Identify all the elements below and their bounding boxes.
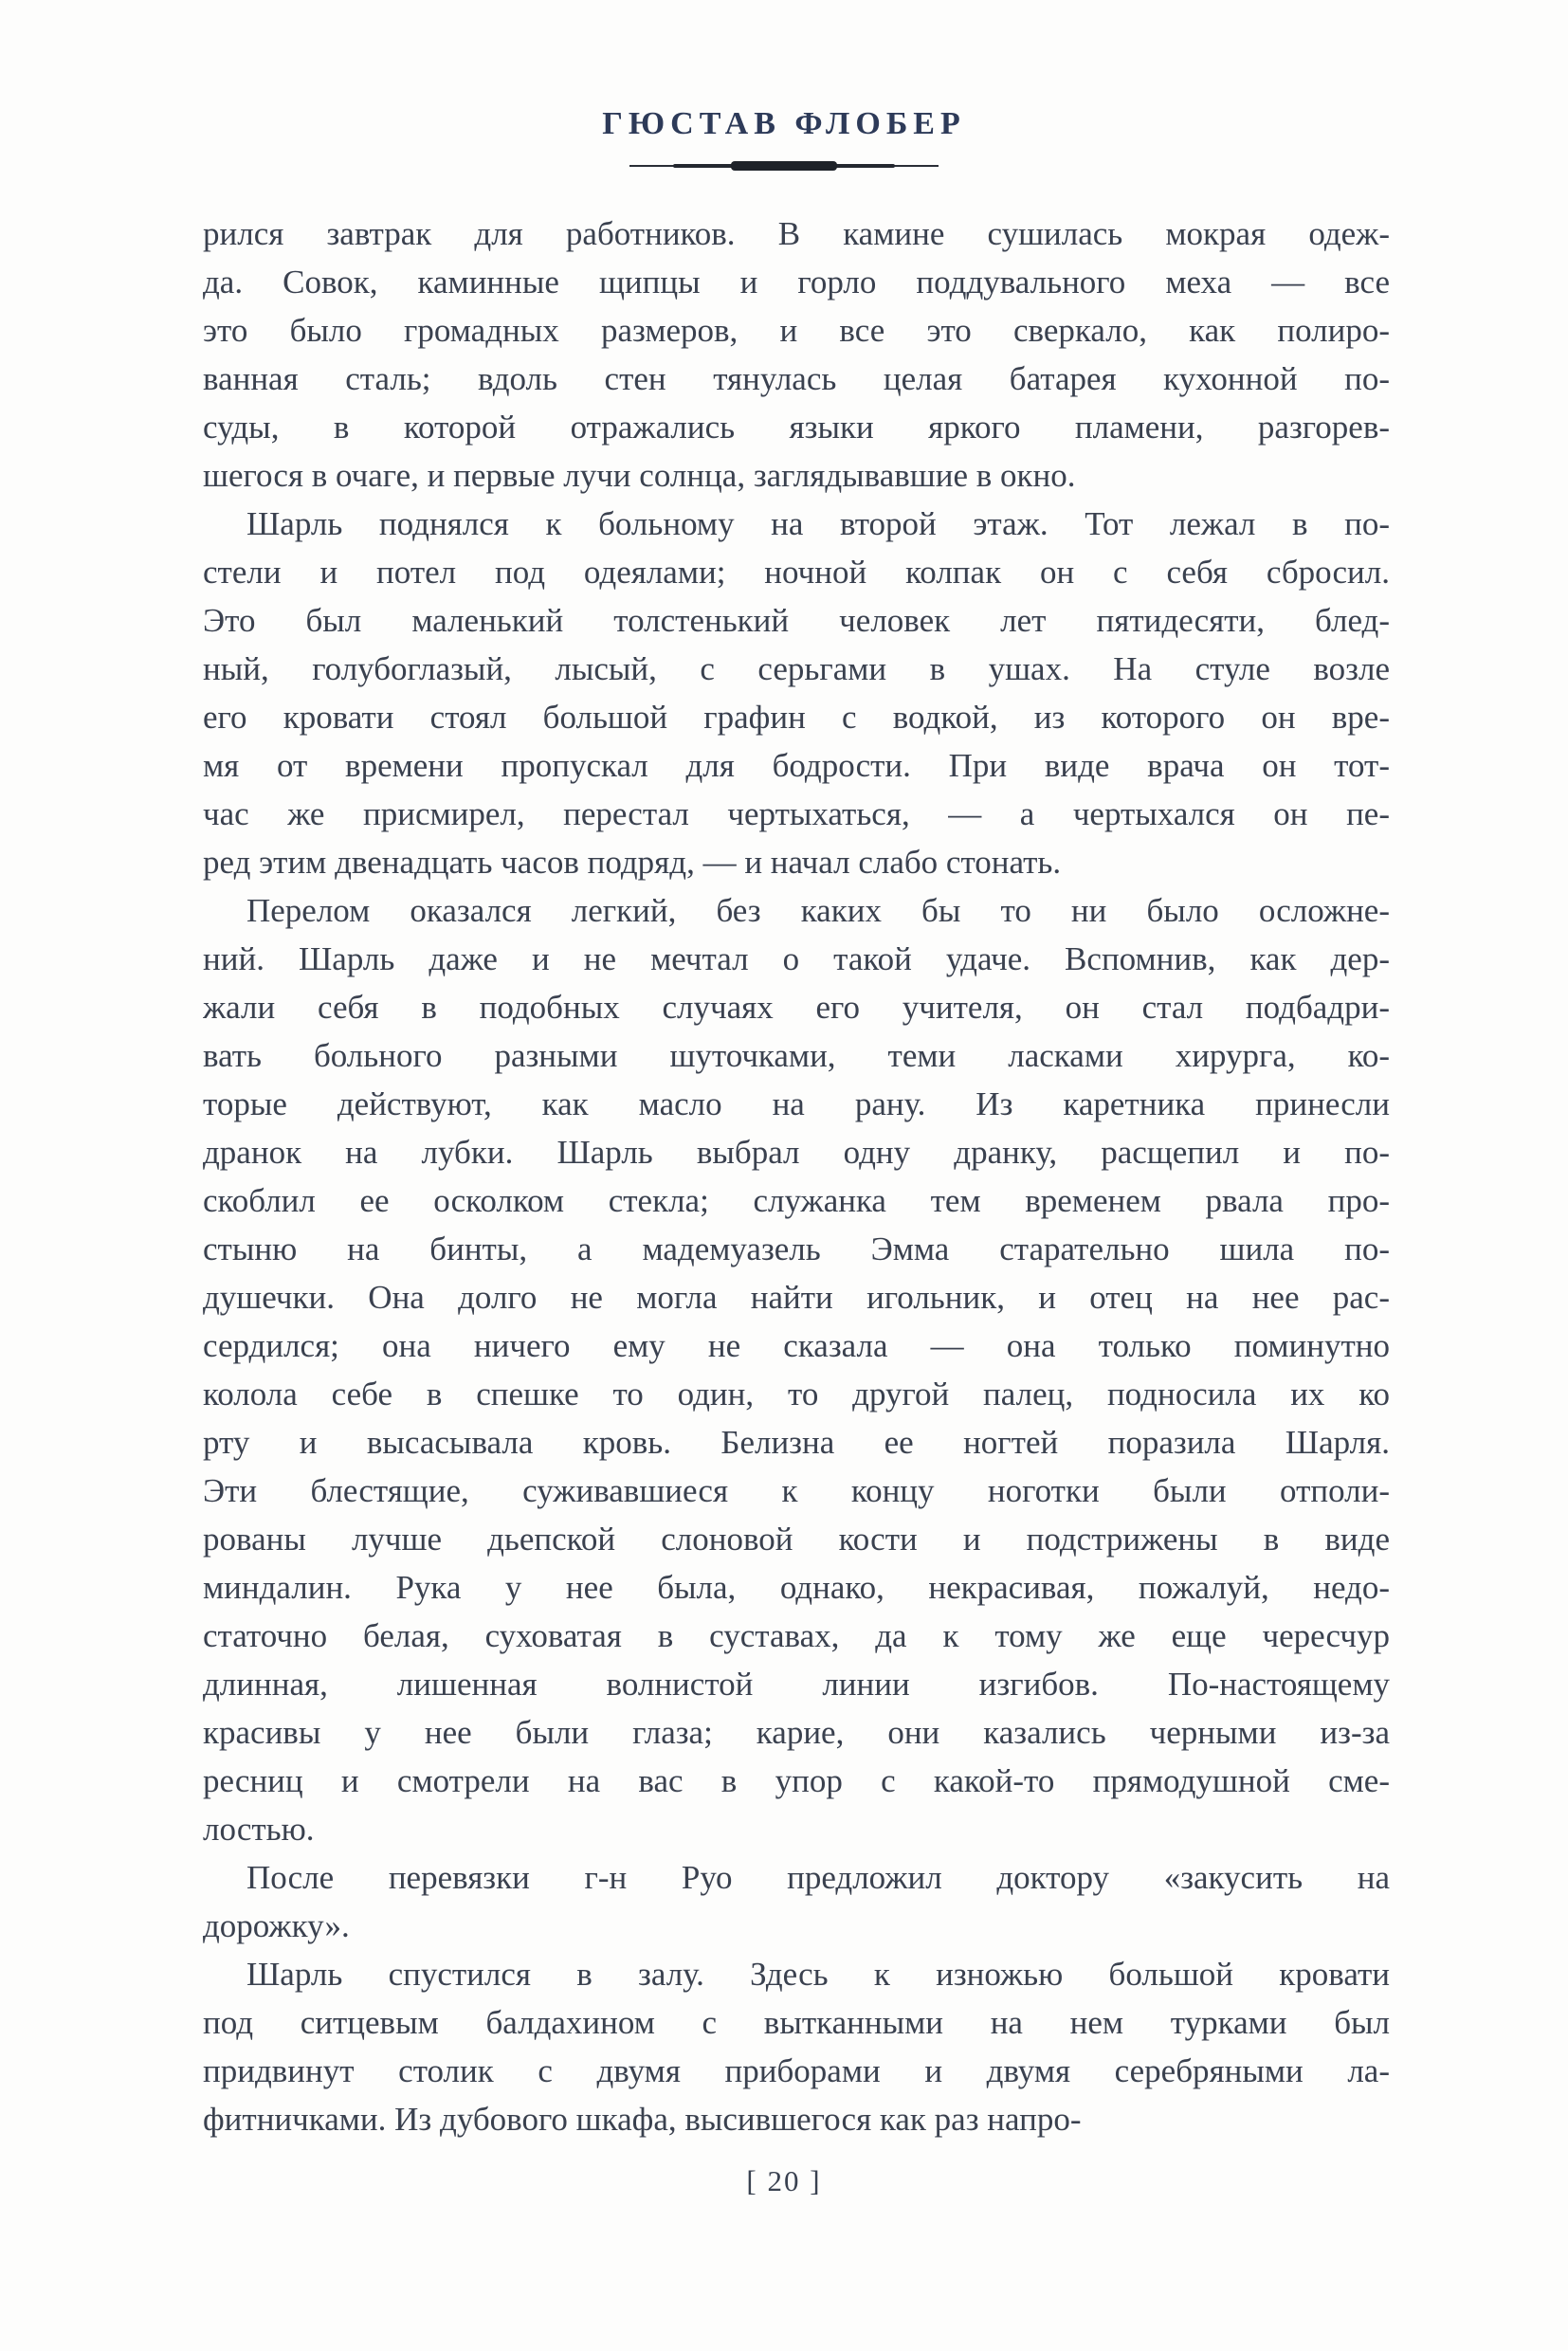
text-line: После перевязки г-н Руо предложил доктору «закусить на <box>246 1859 1390 1896</box>
paragraph <box>203 886 1390 1853</box>
text-line: длинная, лишенная волнистой линии изгибов. По-настоящему <box>203 1666 1390 1703</box>
text-line: его кровати стоял большой графин с водкой, из которого он вре- <box>203 699 1390 736</box>
paragraph <box>203 1950 1390 2143</box>
text-line: лостью. <box>203 1811 315 1848</box>
text-line: это было громадных размеров, и все это сверкало, как полиро- <box>203 312 1390 349</box>
text-line: фитничками. Из дубового шкафа, высившегося как раз напро- <box>203 2101 1082 2138</box>
text-line: мя от времени пропускал для бодрости. При виде врача он тот- <box>203 747 1390 784</box>
text-line: Шарль поднялся к больному на второй этаж. Тот лежал в по- <box>246 505 1390 542</box>
text-line: вать больного разными шуточками, теми ласками хирурга, ко- <box>203 1037 1390 1074</box>
text-line: ред этим двенадцать часов подряд, — и начал слабо стонать. <box>203 844 1062 881</box>
text-line: стели и потел под одеялами; ночной колпак он с себя сбросил. <box>203 554 1390 591</box>
ornamental-divider <box>629 161 939 171</box>
text-line: жали себя в подобных случаях его учителя, он стал подбадри- <box>203 989 1390 1026</box>
text-line: рованы лучше дьепской слоновой кости и подстрижены в виде <box>203 1521 1390 1558</box>
text-line: Эти блестящие, суживавшиеся к концу ноготки были отполи- <box>203 1472 1390 1509</box>
text-line: миндалин. Рука у нее была, однако, некрасивая, пожалуй, недо- <box>203 1569 1390 1606</box>
text-line: под ситцевым балдахином с вытканными на нем турками был <box>203 2004 1390 2041</box>
text-line: да. Совок, каминные щипцы и горло поддувального меха — все <box>203 264 1390 301</box>
text-line: дорожку». <box>203 1907 350 1944</box>
running-head-author: ГЮСТАВ ФЛОБЕР <box>602 106 966 141</box>
text-line: придвинут столик с двумя приборами и двумя серебряными ла- <box>203 2052 1390 2089</box>
text-line: рту и высасывала кровь. Белизна ее ногтей поразила Шарля. <box>203 1424 1390 1461</box>
text-line: ванная сталь; вдоль стен тянулась целая батарея кухонной по- <box>203 360 1390 397</box>
divider-center-bar <box>731 161 837 171</box>
text-line: ный, голубоглазый, лысый, с серьгами в ушах. На стуле возле <box>203 650 1390 687</box>
text-line: скоблил ее осколком стекла; служанка тем временем рвала про- <box>203 1182 1390 1219</box>
text-line: стыню на бинты, а мадемуазель Эмма старательно шила по- <box>203 1230 1390 1267</box>
text-line: суды, в которой отражались языки яркого пламени, разгорев- <box>203 409 1390 446</box>
text-line: красивы у нее были глаза; карие, они казались черными из-за <box>203 1714 1390 1751</box>
text-line: ресниц и смотрели на вас в упор с какой-то прямодушной сме- <box>203 1762 1390 1799</box>
text-block <box>203 210 1390 2143</box>
text-line: рился завтрак для работников. В камине сушилась мокрая одеж- <box>203 215 1390 252</box>
text-line: статочно белая, суховатая в суставах, да к тому же еще чересчур <box>203 1617 1390 1654</box>
text-line: ний. Шарль даже и не мечтал о такой удаче. Вспомнив, как дер- <box>203 940 1390 977</box>
text-line: Шарль спустился в залу. Здесь к изножью большой кровати <box>246 1956 1390 1993</box>
text-line: колола себе в спешке то один, то другой палец, подносила их ко <box>203 1376 1390 1412</box>
text-line: шегося в очаге, и первые лучи солнца, заглядывавшие в окно. <box>203 457 1076 494</box>
text-line: дранок на лубки. Шарль выбрал одну дранку, расщепил и по- <box>203 1134 1390 1171</box>
text-line: душечки. Она долго не могла найти игольник, и отец на нее рас- <box>203 1279 1390 1316</box>
text-line: сердился; она ничего ему не сказала — она только поминутно <box>203 1327 1390 1364</box>
text-line: Это был маленький толстенький человек лет пятидесяти, блед- <box>203 602 1390 639</box>
text-line: час же присмирел, перестал чертыхаться, — а чертыхался он пе- <box>203 795 1390 832</box>
paragraph <box>203 210 1390 500</box>
text-line: Перелом оказался легкий, без каких бы то ни было осложне- <box>246 892 1390 929</box>
page-number: [ 20 ] <box>746 2164 822 2197</box>
text-line: торые действуют, как масло на рану. Из каретника принесли <box>203 1085 1390 1122</box>
paragraph <box>203 500 1390 886</box>
paragraph <box>203 1853 1390 1950</box>
